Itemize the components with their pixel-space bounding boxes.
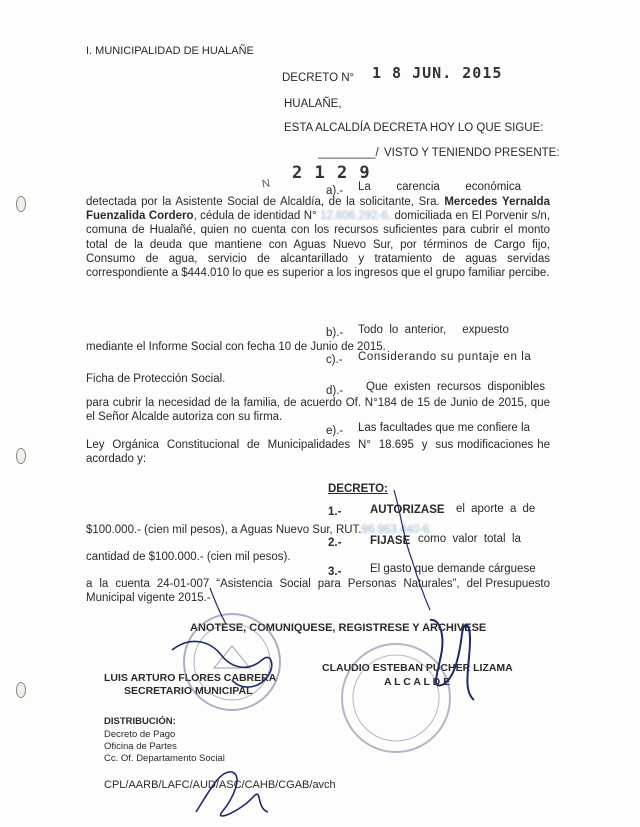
considerando-e-lead: Las facultades que me confiere la <box>358 422 530 434</box>
considerando-d-label: d).- <box>326 385 344 397</box>
secretary-name: LUIS ARTURO FLORES CABRERA <box>104 672 277 684</box>
decreto-item1-num: 1.- <box>328 506 342 518</box>
considerando-d-text: para cubrir la necesidad de la familia, de acuerdo Of. N°184 de 15 de Junio de 2015, que el Señor Alcalde autoriza con su firma. <box>86 397 550 424</box>
decreto-item2-verb: FIJASE <box>370 535 411 547</box>
visto-heading: VISTO Y TENIENDO PRESENTE: <box>384 147 560 159</box>
considerando-a-text-1: detectada por la Asistente Social de Alcaldía, de la solicitante, Sra. <box>86 196 440 208</box>
decreto-item1-lead: el aporte a de <box>456 503 536 515</box>
decreto-item3-lead: El gasto que demande cárguese <box>370 563 536 575</box>
decreto-item1-text-body: $100.000.- (cien mil pesos), a Aguas Nuevo Sur, RUT. <box>86 524 362 536</box>
considerando-e-label: e).- <box>326 425 344 437</box>
institution-name: I. MUNICIPALIDAD DE HUALAÑE <box>86 45 254 57</box>
decreto-heading: DECRETO: <box>328 483 388 495</box>
closing-formula: ANOTESE, COMUNIQUESE, REGISTRESE Y ARCHIVESE <box>190 622 487 634</box>
distribution-item: Decreto de Pago <box>104 729 176 740</box>
decree-number-stamp: 2 1 2 9 <box>292 163 371 183</box>
considerando-c-text: Ficha de Protección Social. <box>86 373 226 385</box>
decreto-label: DECRETO N° <box>282 72 355 84</box>
distribution-item: Oficina de Partes <box>104 741 177 752</box>
considerando-e-text: Ley Orgánica Constitucional de Municipalidades N° 18.695 y sus modificaciones he acordado y: <box>86 439 554 466</box>
distribution-heading: DISTRIBUCIÓN: <box>104 716 176 727</box>
punch-hole-top <box>16 196 26 212</box>
considerando-a-body <box>86 195 550 280</box>
decreto-item1-verb: AUTORIZASE <box>370 504 445 516</box>
considerando-b-label: b).- <box>326 327 344 339</box>
considerando-b-text: mediante el Informe Social con fecha 10 de Junio de 2015. <box>86 341 386 353</box>
punch-hole-bottom <box>16 682 26 698</box>
date-stamp: 1 8 JUN. 2015 <box>372 64 503 82</box>
distribution-item: Cc. Of. Departamento Social <box>104 753 225 764</box>
secretary-title: SECRETARIO MUNICIPAL <box>124 685 253 697</box>
considerando-d-lead: Que existen recursos disponibles <box>366 381 545 393</box>
decreto-item3-text: a la cuenta 24-01-007 “Asistencia Social para Personas Naturales”, del Presupuesto Municipal vigente 2015.- <box>86 578 554 605</box>
decree-intro: ESTA ALCALDÍA DECRETA HOY LO QUE SIGUE: <box>284 122 544 134</box>
decreto-item2-text: cantidad de $100.000.- (cien mil pesos). <box>86 551 291 563</box>
visto-blank: _________/ <box>318 147 379 159</box>
considerando-c-label: c).- <box>326 354 343 366</box>
applicant-surnames: Yernalda Fuenzalida Cordero <box>86 196 550 223</box>
applicant-first-name: Mercedes <box>444 196 498 208</box>
responsible-initials: CPL/AARB/LAFC/AUD/ASC/CAHB/CGAB/avch <box>104 779 336 791</box>
punch-hole-middle <box>16 448 26 464</box>
mayor-name: CLAUDIO ESTEBAN PUCHER LIZAMA <box>322 662 513 674</box>
number-prefix-stamp: N <box>261 177 271 191</box>
redacted-rut-applicant: 12.606.292-6, <box>320 210 392 223</box>
decreto-item2-lead: como valor total la <box>418 533 521 545</box>
decreto-item3-num: 3.- <box>328 566 342 578</box>
place-name: HUALAÑE, <box>284 98 342 110</box>
considerando-a-text-2: , cédula de identidad N° <box>193 210 317 223</box>
mayor-title: A L C A L D E <box>384 676 451 688</box>
considerando-b-lead: Todo lo anterior, expuesto <box>358 324 509 336</box>
considerando-a-text-3: domiciliada en El Porvenir s/n, comuna de Hualañé, quien no cuenta con los recursos suficientes para cubrir el monto total de la deuda que mantiene con Aguas Nuevo Sur, por términos de Cargo fijo, Consumo de agua, servicio de alcantarillado y tratamiento de aguas servidas correspondiente a $444.010 lo que es superior a los ingresos que el grupo familiar percibe. <box>86 210 550 280</box>
considerando-c-lead: Considerando su puntaje en la <box>358 351 532 363</box>
decreto-item2-num: 2.- <box>328 537 342 549</box>
considerando-a-label: a).- <box>326 185 344 197</box>
redacted-rut-company: 96.963.440-6. <box>361 524 433 536</box>
considerando-a-lead: La carencia económica <box>358 181 521 193</box>
